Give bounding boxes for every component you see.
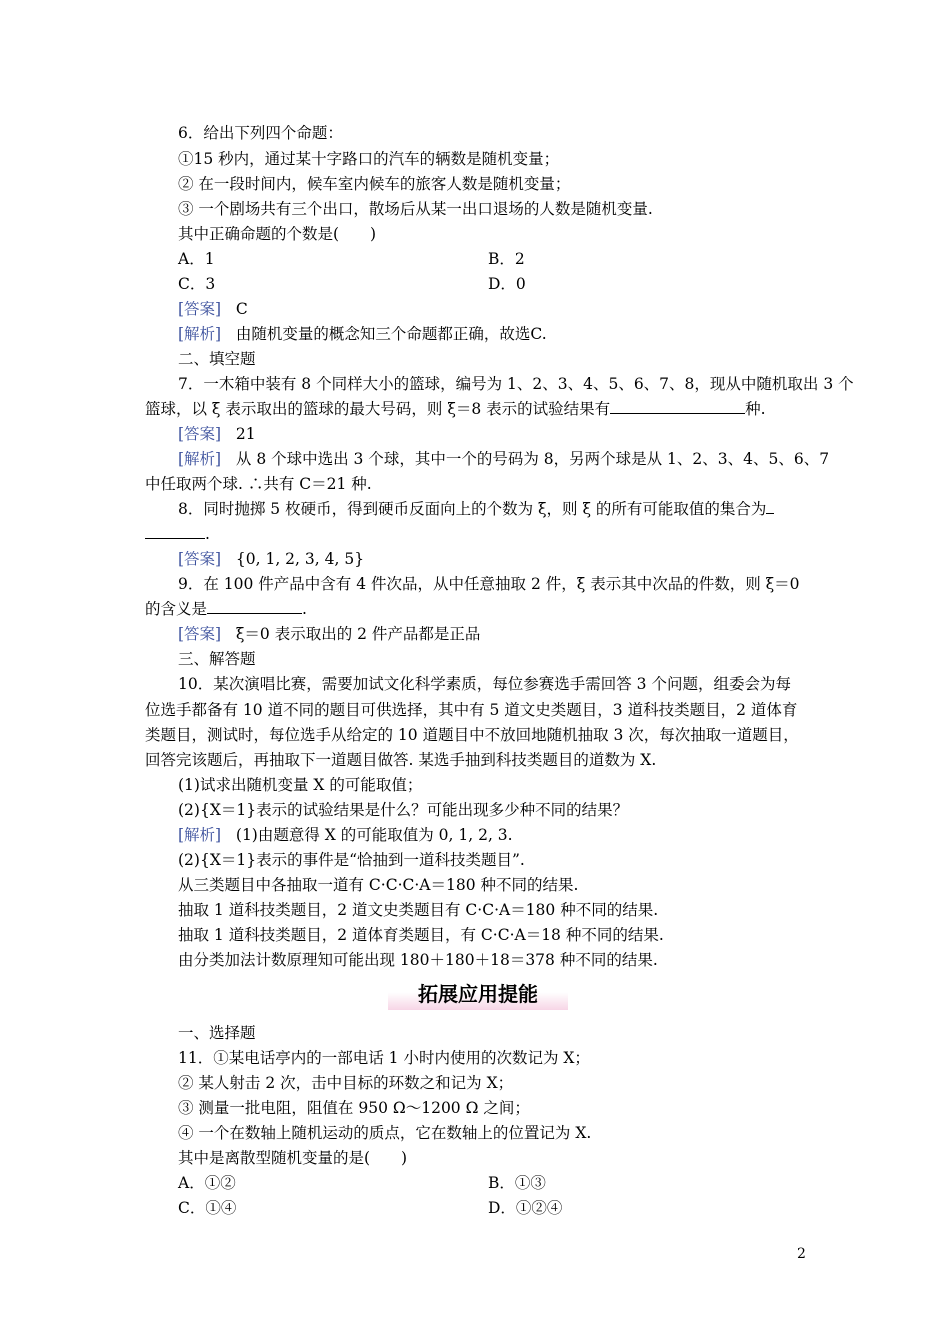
q7-analysis-continued: 中任取两个球. ∴共有 C＝21 种.: [145, 475, 372, 493]
answer-tag: [答案]: [178, 300, 222, 318]
analysis-tag: [解析]: [178, 450, 222, 468]
q10-line-1: 10．某次演唱比赛，需要加试文化科学素质，每位参赛选手需回答 3 个问题，组委会为每: [178, 675, 791, 693]
q6-question: 其中正确命题的个数是( ): [178, 225, 377, 243]
q7-answer-blank: [610, 397, 745, 414]
section-choice-heading: 一、选择题: [178, 1024, 256, 1042]
q10-analysis-line-5: 抽取 1 道科技类题目，2 道体育类题目，有 C·C·A＝18 种不同的结果.: [178, 926, 664, 944]
q8-line-2: .: [145, 522, 210, 546]
q7-answer: [178, 422, 256, 446]
q11-option-a: A．①②: [178, 1174, 236, 1192]
q8-answer-blank-start: [766, 497, 774, 514]
answer-value: {0, 1, 2, 3, 4, 5}: [235, 550, 365, 568]
q10-sub-question-1: (1)试求出随机变量 X 的可能取值；: [178, 776, 423, 794]
q7-line-1: 7．一木箱中装有 8 个同样大小的篮球，编号为 1、2、3、4、5、6、7、8，现从中随机取出 3 个: [178, 375, 854, 393]
q6-option-b: B．2: [488, 250, 525, 268]
q10-line-4: 回答完该题后，再抽取下一道题目做答. 某选手抽到科技类题目的道数为 X.: [145, 751, 657, 769]
analysis-text: 从 8 个球中选出 3 个球，其中一个的号码为 8，另两个球是从 1、2、3、4、5、6、7: [235, 450, 830, 468]
q10-analysis-line-2: (2){X＝1}表示的事件是“恰抽到一道科技类题目”.: [178, 851, 525, 869]
page-number: 2: [797, 1246, 806, 1262]
analysis-text: 由随机变量的概念知三个命题都正确，故选C.: [235, 325, 547, 343]
section-solution-heading: 三、解答题: [178, 650, 256, 668]
section-title-banner: 拓展应用提能: [388, 978, 568, 1010]
q11-line-4: ④ 一个在数轴上随机运动的质点，它在数轴上的位置记为 X.: [178, 1124, 592, 1142]
q10-analysis-line-4: 抽取 1 道科技类题目，2 道文史类题目有 C·C·A＝180 种不同的结果.: [178, 901, 659, 919]
q11-line-3: ③ 测量一批电阻，阻值在 950 Ω～1200 Ω 之间；: [178, 1099, 530, 1117]
q6-option-d: D．0: [488, 275, 526, 293]
q7-line-2: 篮球，以 ξ 表示取出的篮球的最大号码，则 ξ＝8 表示的试验结果有 种.: [145, 397, 766, 421]
q11-line-1: 11．①某电话亭内的一部电话 1 小时内使用的次数记为 X；: [178, 1049, 590, 1067]
q8-answer: [178, 547, 364, 571]
q6-proposition-3: ③ 一个剧场共有三个出口，散场后从某一出口退场的人数是随机变量.: [178, 200, 653, 218]
q9-line-1: 9．在 100 件产品中含有 4 件次品，从中任意抽取 2 件，ξ 表示其中次品的件数，则 ξ＝0: [178, 575, 800, 593]
q6-option-a: A．1: [178, 250, 215, 268]
q11-line-2: ② 某人射击 2 次，击中目标的环数之和记为 X；: [178, 1074, 514, 1092]
answer-value: C: [235, 300, 248, 318]
answer-tag: [答案]: [178, 550, 222, 568]
q11-question: 其中是离散型随机变量的是( ): [178, 1149, 408, 1167]
q6-option-c: C．3: [178, 275, 216, 293]
q6-answer: [178, 297, 248, 321]
q6-analysis: [178, 322, 547, 346]
answer-value: 21: [235, 425, 256, 443]
analysis-text: (1)由题意得 X 的可能取值为 0, 1, 2, 3.: [235, 826, 513, 844]
q10-analysis-line-3: 从三类题目中各抽取一道有 C·C·C·A＝180 种不同的结果.: [178, 876, 579, 894]
q11-option-b: B．①③: [488, 1174, 546, 1192]
q8-answer-blank: [145, 522, 205, 539]
section-fill-in-heading: 二、填空题: [178, 350, 256, 368]
q9-answer-blank: [207, 597, 302, 614]
answer-tag: [答案]: [178, 625, 222, 643]
q10-analysis: [178, 823, 513, 847]
answer-value: ξ＝0 表示取出的 2 件产品都是正品: [235, 625, 481, 643]
q6-proposition-2: ② 在一段时间内，候车室内候车的旅客人数是随机变量；: [178, 175, 571, 193]
q7-analysis: [178, 447, 829, 471]
analysis-tag: [解析]: [178, 325, 222, 343]
q11-option-d: D．①②④: [488, 1199, 563, 1217]
q6-stem: 6．给出下列四个命题：: [178, 124, 343, 142]
q9-line-2: 的含义是 .: [145, 597, 307, 621]
q10-line-2: 位选手都备有 10 道不同的题目可供选择，其中有 5 道文史类题目，3 道科技类题目，2 道体育: [145, 701, 798, 719]
q9-answer: [178, 622, 480, 646]
q8-line-1: 8．同时抛掷 5 枚硬币，得到硬币反面向上的个数为 ξ，则 ξ 的所有可能取值的集合为: [178, 497, 774, 521]
q10-line-3: 类题目，测试时，每位选手从给定的 10 道题目中不放回地随机抽取 3 次，每次抽取一道题目，: [145, 726, 799, 744]
q11-option-c: C．①④: [178, 1199, 237, 1217]
q6-proposition-1: ①15 秒内，通过某十字路口的汽车的辆数是随机变量；: [178, 150, 560, 168]
q10-analysis-line-6: 由分类加法计数原理知可能出现 180＋180＋18＝378 种不同的结果.: [178, 951, 658, 969]
analysis-tag: [解析]: [178, 826, 222, 844]
q10-sub-question-2: (2){X＝1}表示的试验结果是什么？可能出现多少种不同的结果？: [178, 801, 629, 819]
answer-tag: [答案]: [178, 425, 222, 443]
